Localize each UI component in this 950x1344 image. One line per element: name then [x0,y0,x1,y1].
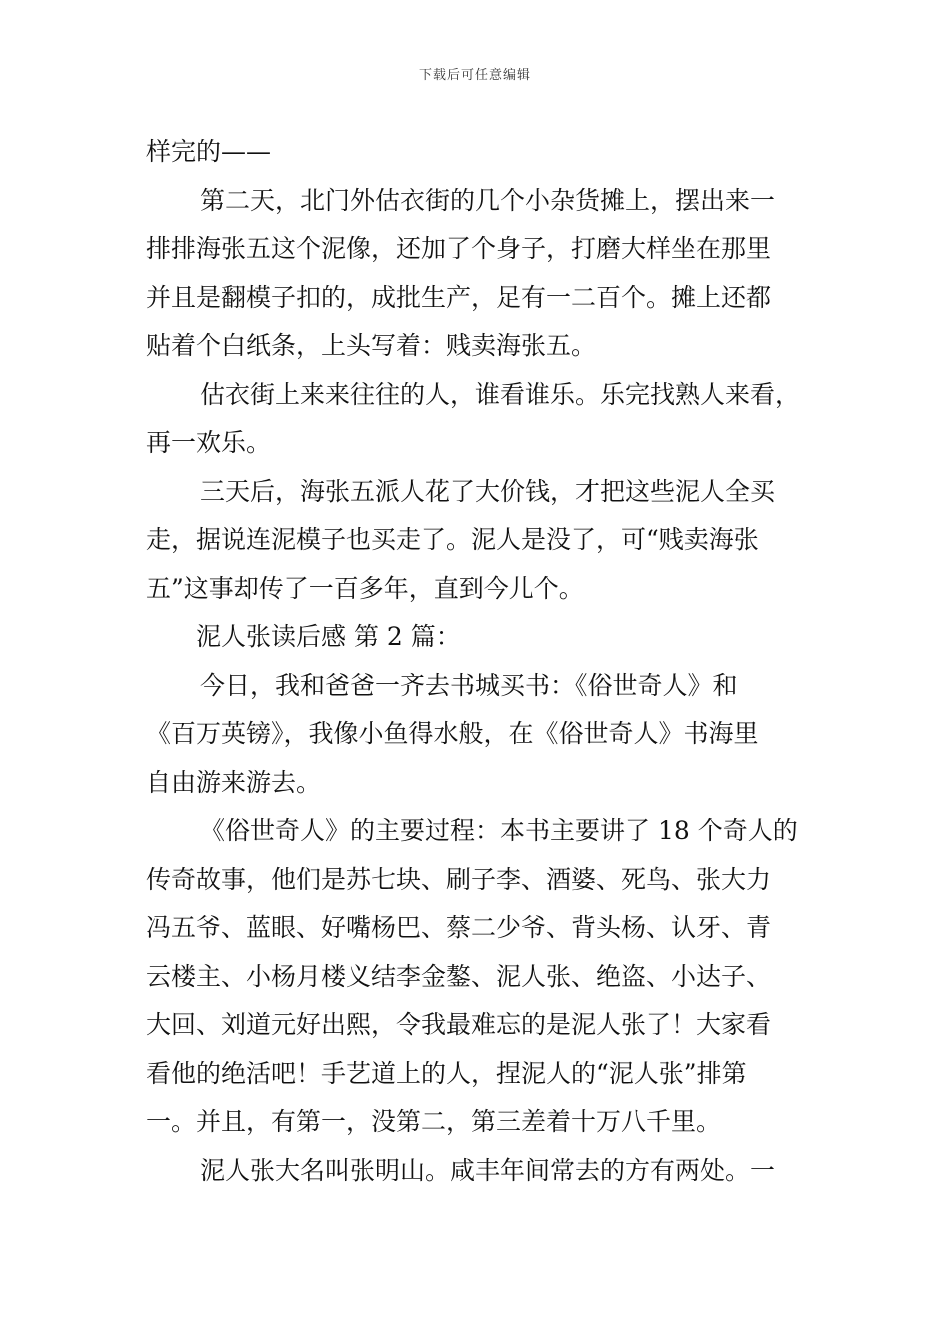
document-body [146,128,812,1195]
text-line: 《俗世奇人》的主要过程：本书主要讲了 18 个奇人的 [200,816,798,845]
text-line: 五”这事却传了一百多年，直到今儿个。 [146,573,584,603]
text-line: 《百万英镑》，我像小鱼得水般，在《俗世奇人》书海里 [146,719,759,748]
page-header: 下载后可任意编辑 [418,68,531,83]
text-line: 看他的绝活吧！手艺道上的人，捏泥人的“泥人张”排第 [146,1058,747,1088]
text-line: 自由游来游去。 [146,767,322,797]
text-line: 大回、刘道元好出熙，令我最难忘的是泥人张了！大家看 [146,1010,772,1039]
text-line: 冯五爷、蓝眼、好嘴杨巴、蔡二少爷、背头杨、认牙、青 [146,913,772,942]
text-line: 样完的—— [146,137,272,166]
text-line: 估衣街上来来往往的人，谁看谁乐。乐完找熟人来看， [200,379,801,409]
text-line: 排排海张五这个泥像，还加了个身子，打磨大样坐在那里 [146,234,772,263]
text-line: 走，据说连泥模子也买走了。泥人是没了，可“贱卖海张 [146,525,759,554]
section-heading: 泥人张读后感 第 2 篇： [196,622,461,651]
text-line: 传奇故事，他们是苏七块、刷子李、酒婆、死鸟、张大力 [146,864,772,894]
text-line: 贴着个白纸条，上头写着：贱卖海张五。 [146,331,597,360]
text-line: 一。并且，有第一，没第二，第三差着十万八千里。 [146,1107,722,1136]
text-line: 再一欢乐。 [146,428,272,457]
text-line: 泥人张大名叫张明山。咸丰年间常去的方有两处。一 [200,1155,776,1185]
text-line: 云楼主、小杨月楼义结李金鏊、泥人张、绝盗、小达子、 [146,961,772,991]
text-line: 三天后，海张五派人花了大价钱，才把这些泥人全买 [200,476,776,506]
text-line: 并且是翻模子扣的，成批生产，足有一二百个。摊上还都 [146,282,772,312]
text-line: 第二天，北门外估衣街的几个小杂货摊上，摆出来一 [200,185,776,215]
text-line: 今日，我和爸爸一齐去书城买书：《俗世奇人》和 [200,670,738,700]
